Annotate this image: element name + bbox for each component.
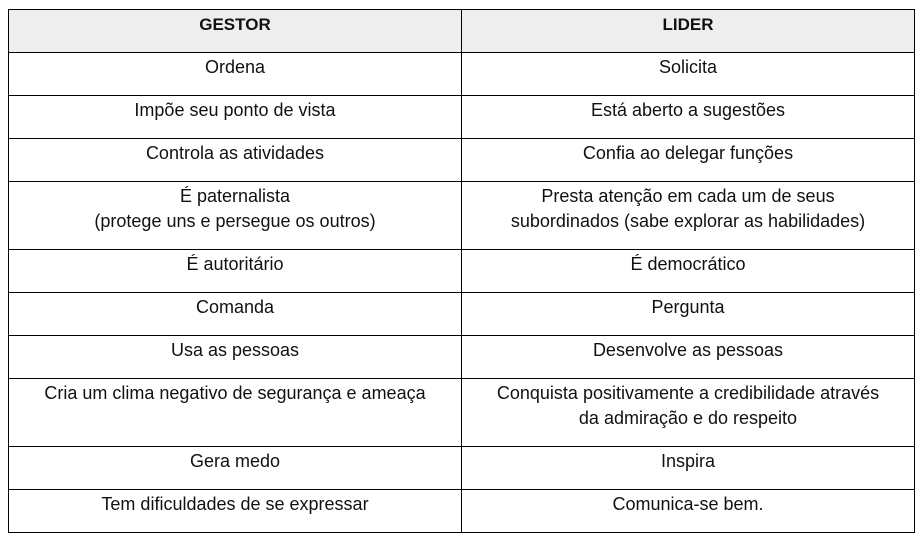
cell-text: Tem dificuldades de se expressar (101, 494, 369, 514)
cell-text: subordinados (sabe explorar as habilidades) (510, 211, 866, 231)
lider-cell (462, 379, 915, 447)
gestor-cell (9, 447, 462, 490)
cell-text: Conquista positivamente a credibilidade através (496, 383, 880, 403)
cell-text: Está aberto a sugestões (590, 100, 786, 120)
cell-text: É democrático (630, 254, 746, 274)
lider-cell (462, 336, 915, 379)
gestor-cell (9, 250, 462, 293)
table-row (9, 182, 915, 250)
gestor-cell (9, 336, 462, 379)
gestor-cell (9, 139, 462, 182)
lider-cell (462, 182, 915, 250)
cell-text: Desenvolve as pessoas (592, 340, 784, 360)
cell-text: Presta atenção em cada um de seus (541, 186, 835, 206)
gestor-cell (9, 53, 462, 96)
header-lider: LIDER (462, 10, 915, 53)
table-row (9, 336, 915, 379)
cell-text: Comunica-se bem. (612, 494, 764, 514)
lider-cell (462, 53, 915, 96)
cell-text: Confia ao delegar funções (582, 143, 794, 163)
table-row (9, 250, 915, 293)
table-row (9, 53, 915, 96)
table-row (9, 139, 915, 182)
cell-text: Controla as atividades (145, 143, 325, 163)
gestor-cell (9, 379, 462, 447)
table-row (9, 490, 915, 533)
cell-text: Comanda (195, 297, 275, 317)
header-gestor: GESTOR (9, 10, 462, 53)
lider-cell (462, 250, 915, 293)
gestor-cell (9, 182, 462, 250)
cell-text: da admiração e do respeito (578, 408, 798, 428)
lider-cell (462, 293, 915, 336)
table-row (9, 293, 915, 336)
cell-text: Inspira (660, 451, 716, 471)
cell-text: Usa as pessoas (170, 340, 300, 360)
cell-text: Impõe seu ponto de vista (134, 100, 336, 120)
gestor-cell (9, 293, 462, 336)
table-row (9, 379, 915, 447)
lider-cell (462, 96, 915, 139)
lider-cell (462, 447, 915, 490)
table-row (9, 447, 915, 490)
cell-text: Gera medo (189, 451, 281, 471)
cell-text: (protege uns e persegue os outros) (94, 211, 376, 231)
lider-cell (462, 139, 915, 182)
lider-cell (462, 490, 915, 533)
cell-text: Ordena (204, 57, 266, 77)
table-row (9, 96, 915, 139)
cell-text: Pergunta (651, 297, 725, 317)
cell-text: Solicita (658, 57, 718, 77)
comparison-table (8, 9, 915, 533)
gestor-cell (9, 490, 462, 533)
cell-text: É autoritário (186, 254, 284, 274)
cell-text: É paternalista (179, 186, 291, 206)
cell-text: Cria um clima negativo de segurança e ameaça (44, 383, 426, 403)
table-header-row (9, 10, 915, 53)
gestor-cell (9, 96, 462, 139)
